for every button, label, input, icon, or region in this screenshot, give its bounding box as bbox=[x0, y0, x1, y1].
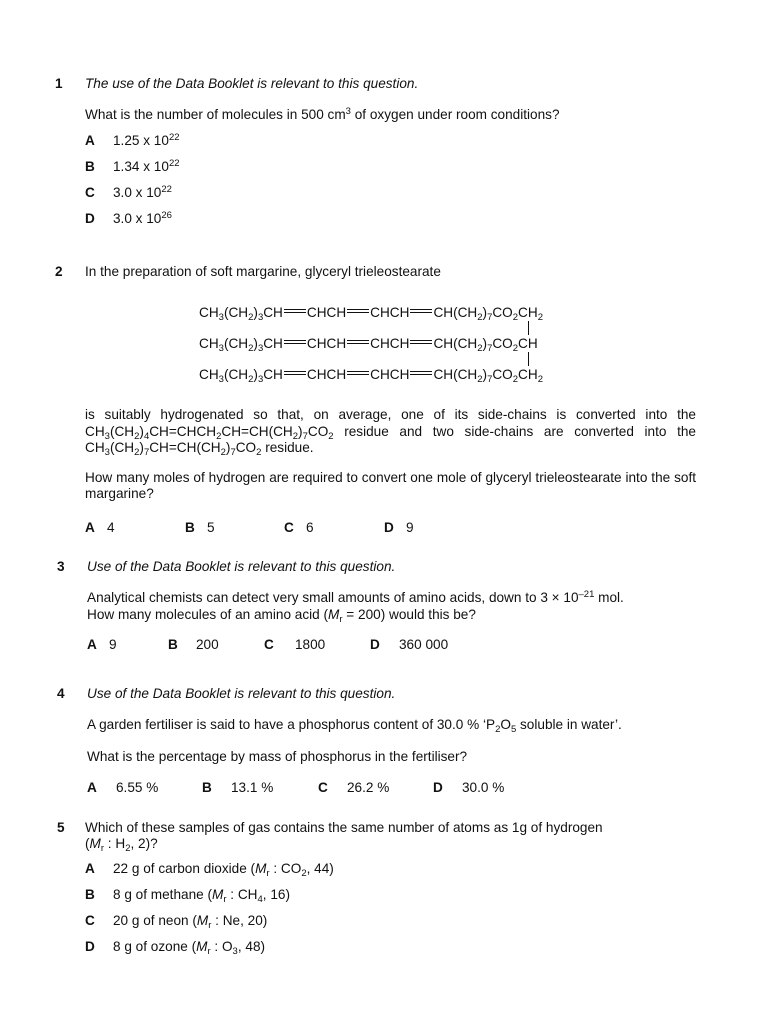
option-b: B 1.34 x $10^{22}$ bbox=[85, 157, 180, 174]
question-text: What is the number of molecules in 500 $cm^3$ of oxygen under room conditions? bbox=[85, 106, 560, 123]
question-body bbox=[85, 820, 696, 956]
option-list bbox=[85, 861, 696, 956]
option-a: A 22 g of carbon dioxide ($M_r$ : $CO_2$, 44) bbox=[85, 861, 334, 879]
option-b: B 5 bbox=[185, 519, 215, 535]
option-c: C 6 bbox=[284, 519, 314, 535]
option-d: D 30.0 % bbox=[433, 779, 505, 795]
double-bond bbox=[347, 309, 369, 313]
option-c: C 26.2 % bbox=[318, 779, 390, 795]
option-row bbox=[87, 780, 696, 797]
question-number: 1 bbox=[55, 76, 63, 91]
double-bond bbox=[284, 340, 306, 344]
question-body bbox=[85, 76, 696, 228]
option-b: B 200 bbox=[168, 637, 219, 653]
question-number: 3 bbox=[57, 559, 65, 574]
option-c: C 20 g of neon ($M_r$ : Ne, 20) bbox=[85, 913, 268, 931]
option-d: D 9 bbox=[384, 519, 414, 535]
question-number: 4 bbox=[57, 686, 65, 701]
question-text: How many moles of hydrogen are required to convert one mole of glyceryl trieleostearate into the soft margarine? bbox=[85, 469, 696, 501]
question-body bbox=[85, 407, 696, 537]
double-bond bbox=[284, 371, 306, 375]
formula-line-1: $CH_3(CH_2)_3CH$ CHCH CHCH $CH(CH_2)_7CO_2CH_2$ bbox=[199, 305, 543, 323]
formula-line-2: $CH_3(CH_2)_3CH$ CHCH CHCH $CH(CH_2)_7CO_2CH$ bbox=[199, 336, 538, 354]
hydrogenation-paragraph: is suitably hydrogenated so that, on average, one of its side-chains is converted into the $CH_3(CH_2)_4CH=CHCH_2CH=CH(CH_2)_7CO_2$ residue and two side-chains are converted into the $CH_3(CH_2)_7CH=CH(CH_2)_7CO_2$ residue. bbox=[85, 407, 696, 458]
option-b: B 8 g of methane ($M_r$ : $CH_4$, 16) bbox=[85, 887, 290, 905]
data-booklet-note: The use of the Data Booklet is relevant to this question. bbox=[85, 76, 419, 91]
bond-line bbox=[528, 352, 529, 366]
question-number: 5 bbox=[57, 820, 65, 835]
option-c: C 3.0 x $10^{22}$ bbox=[85, 183, 172, 200]
double-bond bbox=[284, 309, 306, 313]
data-booklet-note: Use of the Data Booklet is relevant to this question. bbox=[87, 559, 396, 574]
question-intro: In the preparation of soft margarine, glyceryl trieleostearate bbox=[85, 264, 441, 279]
fertiliser-statement: A garden fertiliser is said to have a phosphorus content of 30.0 % ‘$P_2O_5$ soluble in water’. bbox=[87, 717, 622, 736]
question-body bbox=[87, 686, 696, 797]
option-d: D 360 000 bbox=[370, 637, 449, 653]
double-bond bbox=[347, 371, 369, 375]
question-body bbox=[87, 559, 696, 654]
option-a: A 4 bbox=[85, 519, 115, 535]
option-a: A 6.55 % bbox=[87, 779, 159, 795]
double-bond bbox=[410, 371, 432, 375]
question-text: What is the percentage by mass of phosphorus in the fertiliser? bbox=[87, 748, 468, 764]
option-row bbox=[85, 520, 696, 537]
question-text: Analytical chemists can detect very small amounts of amino acids, down to $3 \times 10^{-21}$ mol. How many molecules of an amino acid $(M_r = 200)$ would this be? bbox=[87, 589, 624, 625]
question-number: 2 bbox=[55, 264, 63, 279]
bond-line bbox=[528, 321, 529, 335]
option-d: D 8 g of ozone ($M_r$ : $O_3$, 48) bbox=[85, 939, 266, 957]
option-row bbox=[87, 637, 696, 654]
option-b: B 13.1 % bbox=[202, 779, 274, 795]
option-list bbox=[85, 133, 696, 228]
double-bond bbox=[410, 340, 432, 344]
double-bond bbox=[410, 309, 432, 313]
data-booklet-note: Use of the Data Booklet is relevant to this question. bbox=[87, 686, 396, 701]
formula-line-3: $CH_3(CH_2)_3CH$ CHCH CHCH $CH(CH_2)_7CO_2CH_2$ bbox=[199, 367, 543, 385]
option-a: A 1.25 x $10^{22}$ bbox=[85, 131, 180, 148]
question-text: Which of these samples of gas contains the same number of atoms as 1g of hydrogen ($M_r$ : $H_2$, 2)? bbox=[85, 820, 603, 854]
option-c: C 1800 bbox=[264, 637, 326, 653]
question-body bbox=[85, 264, 696, 280]
double-bond bbox=[347, 340, 369, 344]
option-d: D 3.0 x $10^{26}$ bbox=[85, 209, 172, 226]
option-a: A 9 bbox=[87, 637, 117, 653]
